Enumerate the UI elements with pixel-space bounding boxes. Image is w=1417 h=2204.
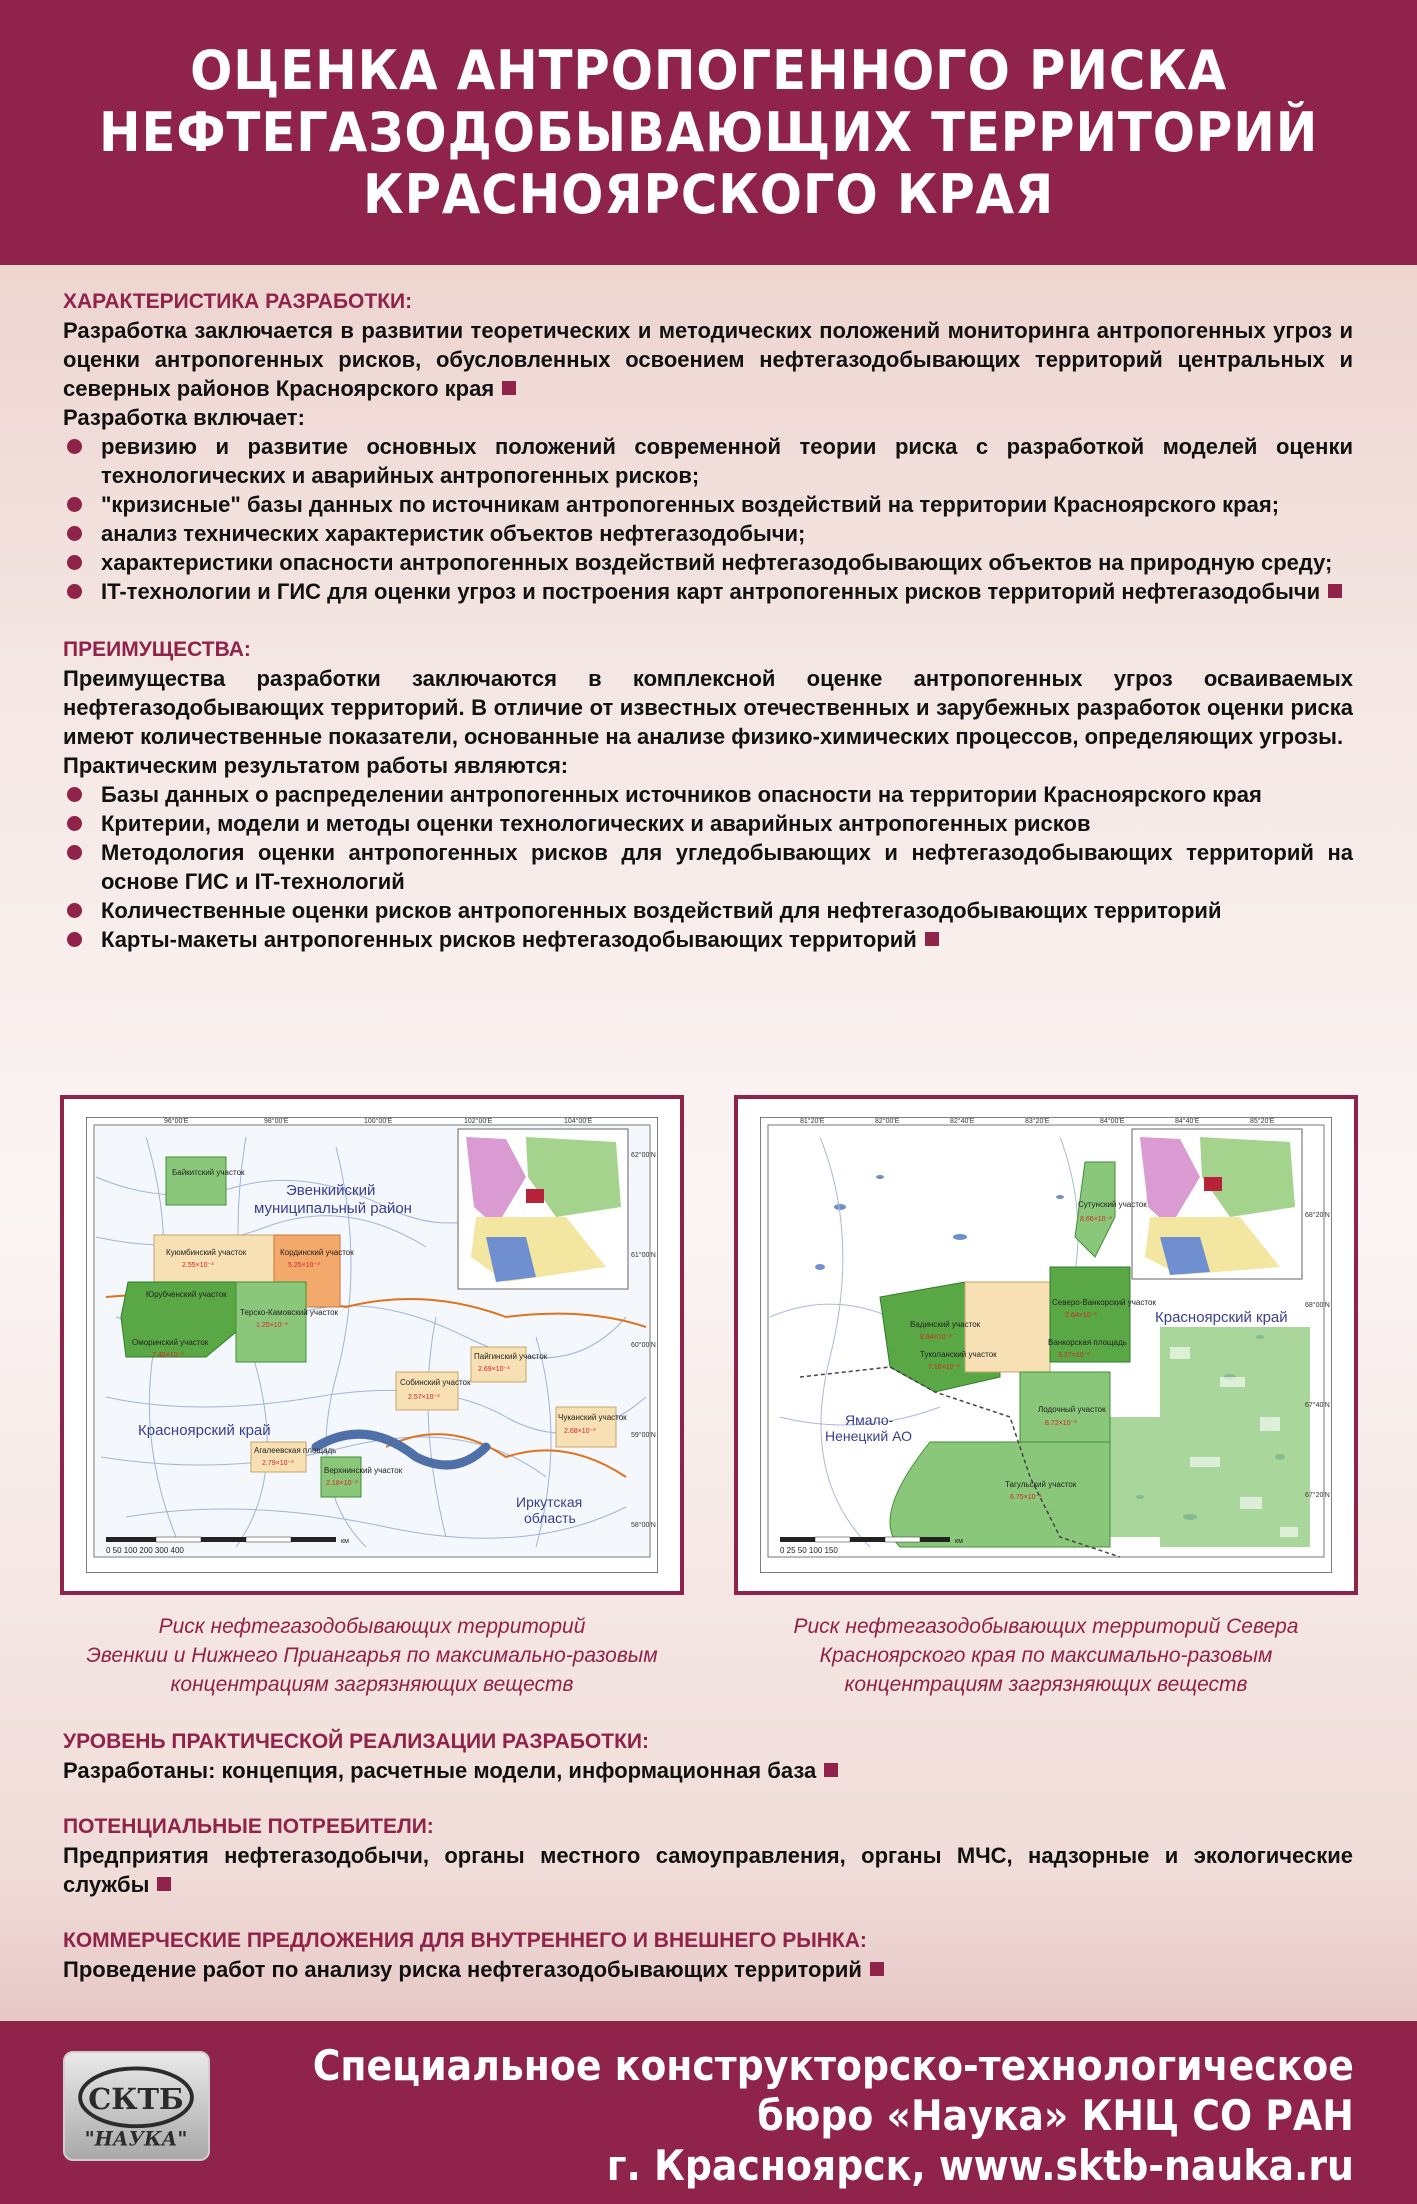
development-item: анализ технических характеристик объектов нефтегазодобычи; [63,519,1353,548]
risk-value: 1.25×10⁻³ [256,1322,288,1329]
risk-value: 2.69×10⁻³ [478,1366,510,1373]
lon-label: 104°00'E [564,1118,593,1125]
lon-label: 84°40'E [1175,1118,1200,1125]
organization-info [313,2041,1354,2191]
end-square-icon [157,1877,171,1891]
logo-subtext: "НАУКА" [84,2127,188,2151]
area-label: Собинский участок [400,1378,471,1387]
area-label: Оморинский участок [132,1338,209,1347]
risk-value: 3.37×10⁻³ [1058,1352,1090,1359]
map-region-label: муниципальный район [254,1200,412,1217]
org-line: Специальное конструкторско-технологическое [312,2041,1354,2090]
org-line: бюро «Наука» КНЦ СО РАН [757,2091,1354,2140]
area-label: Пайгинский участок [474,1352,548,1361]
area-label: Ванкорская площадь [1048,1338,1127,1347]
scale-label: 0 50 100 200 300 400 [106,1546,184,1555]
area-label: Кординский участок [280,1248,354,1257]
development-item: ревизию и развитие основных положений современной теории риска с разработкой моделей оценки технологических и аварийных антропогенных рисков; [63,432,1353,490]
org-line-url: г. Красноярск, www.sktb-nauka.ru [606,2141,1354,2190]
development-item: характеристики опасности антропогенных воздействий нефтегазодобывающих объектов на природную среду; [63,548,1353,577]
area-label: Терско-Камовский участок [240,1308,339,1317]
risk-value: 2.79×10⁻³ [262,1460,294,1467]
advantages-title: ПРЕИМУЩЕСТВА: [63,638,251,661]
advantages-item: Количественные оценки рисков антропогенных воздействий для нефтегазодобывающих территорий [63,896,1353,925]
risk-value: 2.18×10⁻³ [326,1480,358,1487]
advantages-intro: Преимущества разработки заключаются в комплексной оценке антропогенных угроз осваиваемых нефтегазодобывающих территорий. В отличие от известных отечественных и зарубежных разработок оценки риска имеют количественные показатели, основанные на анализе физико-химических процессов, определяющих угрозы. [63,666,1353,749]
map-region-label: Ненецкий АО [825,1428,913,1444]
title-line-3: КРАСНОЯРСКОГО КРАЯ [362,162,1055,226]
area-label: Верхнинский участок [324,1466,403,1475]
area-label: Сутунский участок [1078,1200,1147,1209]
area-label: Северо-Ванкорский участок [1052,1298,1156,1307]
risk-value: 2.64×10⁻³ [1065,1312,1097,1319]
end-square-icon [1328,584,1342,598]
risk-value: 8.72×10⁻³ [1045,1420,1077,1427]
map-region-label: Ямало- [845,1412,894,1428]
development-item: "кризисные" базы данных по источникам антропогенных воздействий на территории Красноярского края; [63,490,1353,519]
map-region-label: область [524,1510,576,1526]
map-evenkia-frame [60,1095,684,1595]
title-line-1: ОЦЕНКА АНТРОПОГЕННОГО РИСКА [189,38,1228,102]
implementation-title: УРОВЕНЬ ПРАКТИЧЕСКОЙ РЕАЛИЗАЦИИ РАЗРАБОТКИ: [63,1730,650,1753]
end-square-icon [925,932,939,946]
risk-value: 8.64×10⁻³ [920,1334,952,1341]
lon-label: 81°20'E [800,1118,825,1125]
advantages-item: Методология оценки антропогенных рисков для угледобывающих и нефтегазодобывающих территорий на основе ГИС и IT-технологий [63,838,1353,896]
area-label: Туколанский участок [920,1350,997,1359]
lon-label: 96°00'E [164,1118,189,1125]
map-north [760,1117,1332,1573]
lon-label: 82°00'E [875,1118,900,1125]
map-evenkia [86,1117,658,1573]
footer-banner [0,2021,1417,2204]
risk-value: 7.46×10⁻³ [152,1352,184,1359]
title-line-2: НЕФТЕГАЗОДОБЫВАЮЩИХ ТЕРРИТОРИЙ [98,100,1319,164]
area-label: Лодочный участок [1038,1405,1106,1414]
lat-label: 61°00'N [631,1252,656,1259]
scale-label: 0 25 50 100 150 [780,1546,838,1555]
lat-label: 59°00'N [631,1432,656,1439]
lon-label: 98°00'E [264,1118,289,1125]
area-label: Куюмбинский участок [166,1248,247,1257]
risk-value: 5.25×10⁻³ [288,1262,320,1269]
end-square-icon [870,1962,884,1976]
risk-value: 6.75×10⁻³ [1010,1494,1042,1501]
end-square-icon [502,381,516,395]
lat-label: 67°40'N [1305,1402,1330,1409]
lat-label: 58°00'N [631,1522,656,1529]
lat-label: 67°20'N [1305,1492,1330,1499]
lat-label: 68°00'N [1305,1302,1330,1309]
scale-unit: км [341,1538,349,1545]
risk-value: 2.68×10⁻³ [564,1428,596,1435]
caption-left: Риск нефтегазодобывающих территорий Эвенкии и Нижнего Приангарья по максимально-разовым концентрациям загрязняющих веществ [86,1615,658,1696]
development-title: ХАРАКТЕРИСТИКА РАЗРАБОТКИ: [63,290,413,313]
scale-unit: км [955,1538,963,1545]
sktb-logo [63,2051,210,2161]
map-region-label: Иркутская [516,1494,583,1510]
area-label: Агалеевская площадь [254,1446,337,1455]
risk-value: 8.66×10⁻³ [1080,1216,1112,1223]
lat-label: 68°20'N [1305,1212,1330,1219]
header-banner [0,0,1417,265]
lon-label: 84°00'E [1100,1118,1125,1125]
risk-value: 7.16×10⁻³ [928,1364,960,1371]
lat-label: 62°00'N [631,1152,656,1159]
development-item: IT-технологии и ГИС для оценки угроз и построения карт антропогенных рисков территорий нефтегазодобычи [63,577,1353,606]
logo-text: СКТБ [88,2081,184,2116]
area-label: Юрубченский участок [146,1290,227,1299]
lon-label: 100°00'E [364,1118,393,1125]
implementation-text: Разработаны: концепция, расчетные модели, информационная база [63,1756,1353,1785]
area-label: Тагульский участок [1005,1480,1077,1489]
lon-label: 82°40'E [950,1118,975,1125]
risk-value: 2.57×10⁻³ [408,1394,440,1401]
map-region-label: Красноярский край [138,1422,271,1439]
commercial-text: Проведение работ по анализу риска нефтегазодобывающих территорий [63,1955,1353,1984]
risk-value: 2.55×10⁻³ [182,1262,214,1269]
advantages-item: Критерии, модели и методы оценки технологических и аварийных антропогенных рисков [63,809,1353,838]
commercial-title: КОММЕРЧЕСКИЕ ПРЕДЛОЖЕНИЯ ДЛЯ ВНУТРЕННЕГО И ВНЕШНЕГО РЫНКА: [63,1929,867,1952]
map-region-label: Красноярский край [1155,1309,1288,1326]
advantages-item: Карты-макеты антропогенных рисков нефтегазодобывающих территорий [63,925,1353,954]
advantages-item: Базы данных о распределении антропогенных источников опасности на территории Красноярского края [63,780,1353,809]
consumers-title: ПОТЕНЦИАЛЬНЫЕ ПОТРЕБИТЕЛИ: [63,1815,434,1838]
lat-label: 60°00'N [631,1342,656,1349]
lower-content [63,1728,1353,1984]
main-content [63,288,1353,954]
advantages-results-label: Практическим результатом работы являются: [63,753,569,778]
figures-row [0,1095,1417,1555]
consumers-text: Предприятия нефтегазодобычи, органы местного самоуправления, органы МЧС, надзорные и экологические службы [63,1843,1353,1897]
lon-label: 85°20'E [1250,1118,1275,1125]
lon-label: 102°00'E [464,1118,493,1125]
caption-right: Риск нефтегазодобывающих территорий Севера Красноярского края по максимально-разовым концентрациям загрязняющих веществ [793,1615,1299,1696]
end-square-icon [824,1763,838,1777]
map-region-label: Эвенкийский [286,1182,376,1199]
development-intro: Разработка заключается в развитии теоретических и методических положений мониторинга антропогенных угроз и оценки антропогенных рисков, обусловленных освоением нефтегазодобывающих территорий центральных и северных районов Красноярского края [63,318,1353,401]
lon-label: 83°20'E [1025,1118,1050,1125]
map-north-frame [734,1095,1358,1595]
development-includes-label: Разработка включает: [63,405,305,430]
area-label: Вадинский участок [910,1320,981,1329]
area-label: Чуканский участок [558,1413,627,1422]
area-label: Байкитский участок [172,1168,245,1177]
